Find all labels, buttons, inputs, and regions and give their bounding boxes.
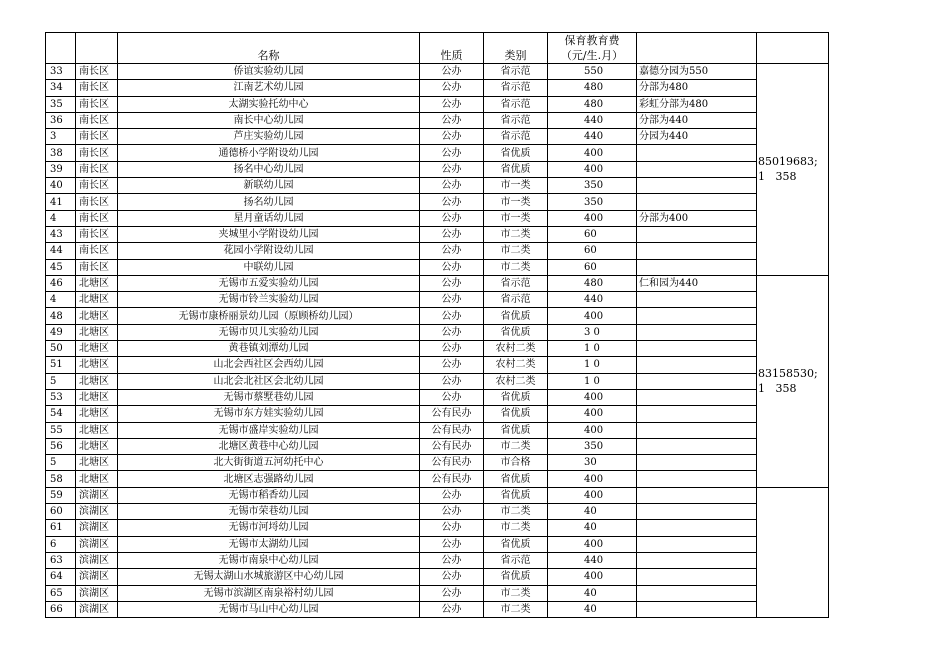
category-cell: 市二类 (484, 438, 548, 454)
ownership-type: 公办 (420, 210, 484, 226)
table-row (46, 178, 829, 194)
district-cell: 南长区 (76, 161, 118, 177)
row-number: 36 (46, 112, 76, 128)
category-cell: 省优质 (484, 471, 548, 487)
table-row (46, 406, 829, 422)
category-cell: 省示范 (484, 112, 548, 128)
note-cell (637, 422, 757, 438)
row-number: 39 (46, 161, 76, 177)
contact-phone-cell (757, 275, 829, 487)
category-cell: 省优质 (484, 406, 548, 422)
table-row (46, 275, 829, 291)
table-row (46, 471, 829, 487)
row-number: 45 (46, 259, 76, 275)
fee-cell: 60 (548, 243, 637, 259)
ownership-type: 公办 (420, 129, 484, 145)
category-cell: 市合格 (484, 455, 548, 471)
note-cell (637, 438, 757, 454)
ownership-type: 公办 (420, 178, 484, 194)
contact-phone-cell (757, 64, 829, 276)
row-number: 34 (46, 80, 76, 96)
district-cell: 北塘区 (76, 357, 118, 373)
table-row (46, 422, 829, 438)
fee-cell: 400 (548, 406, 637, 422)
note-cell (637, 308, 757, 324)
kindergarten-name: 无锡市稻香幼儿园 (118, 487, 420, 503)
district-cell: 南长区 (76, 243, 118, 259)
district-cell: 滨湖区 (76, 520, 118, 536)
kindergarten-name: 太湖实验托幼中心 (118, 96, 420, 112)
district-cell: 滨湖区 (76, 569, 118, 585)
ownership-type: 公办 (420, 357, 484, 373)
note-cell (637, 243, 757, 259)
category-cell: 省示范 (484, 96, 548, 112)
ownership-type: 公办 (420, 324, 484, 340)
table-row (46, 80, 829, 96)
kindergarten-name: 侨谊实验幼儿园 (118, 64, 420, 80)
table-row (46, 357, 829, 373)
note-cell (637, 520, 757, 536)
kindergarten-name: 无锡市太湖幼儿园 (118, 536, 420, 552)
contact-phone-line1: 83158530; (758, 367, 818, 381)
note-cell (637, 341, 757, 357)
ownership-type: 公办 (420, 226, 484, 242)
kindergarten-name: 无锡市马山中心幼儿园 (118, 601, 420, 617)
fee-cell: 400 (548, 389, 637, 405)
fee-cell: 350 (548, 438, 637, 454)
note-cell (637, 373, 757, 389)
row-number: 38 (46, 145, 76, 161)
kindergarten-name: 无锡市铃兰实验幼儿园 (118, 292, 420, 308)
contact-phone-line2: 1 358 (758, 170, 797, 184)
fee-cell: 400 (548, 487, 637, 503)
district-cell: 北塘区 (76, 275, 118, 291)
header-type: 性质 (420, 33, 484, 64)
row-number: 46 (46, 275, 76, 291)
category-cell: 省示范 (484, 552, 548, 568)
kindergarten-name: 无锡市滨湖区南泉裕村幼儿园 (118, 585, 420, 601)
table-row (46, 243, 829, 259)
table-row (46, 324, 829, 340)
contact-phone-line1: 85019683; (758, 155, 818, 169)
row-number: 41 (46, 194, 76, 210)
fee-cell: 1 0 (548, 341, 637, 357)
fee-cell: 40 (548, 520, 637, 536)
row-number: 50 (46, 341, 76, 357)
fee-cell: 440 (548, 129, 637, 145)
kindergarten-name: 北大街街道五河幼托中心 (118, 455, 420, 471)
table-row (46, 259, 829, 275)
ownership-type: 公办 (420, 112, 484, 128)
note-cell: 彩虹分部为480 (637, 96, 757, 112)
note-cell (637, 406, 757, 422)
row-number: 5 (46, 373, 76, 389)
contact-phone-cell (757, 487, 829, 617)
fee-cell: 60 (548, 226, 637, 242)
fee-cell: 400 (548, 308, 637, 324)
table-row (46, 308, 829, 324)
fee-cell: 400 (548, 161, 637, 177)
kindergarten-name: 夹城里小学附设幼儿园 (118, 226, 420, 242)
row-number: 48 (46, 308, 76, 324)
note-cell (637, 292, 757, 308)
row-number: 60 (46, 504, 76, 520)
row-number: 64 (46, 569, 76, 585)
kindergarten-name: 中联幼儿园 (118, 259, 420, 275)
table-row (46, 373, 829, 389)
fee-cell: 40 (548, 601, 637, 617)
fee-cell: 1 0 (548, 373, 637, 389)
ownership-type: 公办 (420, 243, 484, 259)
row-number: 4 (46, 210, 76, 226)
district-cell: 北塘区 (76, 455, 118, 471)
district-cell: 南长区 (76, 178, 118, 194)
table-row (46, 210, 829, 226)
fee-cell: 3 0 (548, 324, 637, 340)
district-cell: 南长区 (76, 64, 118, 80)
fee-cell: 30 (548, 455, 637, 471)
row-number: 55 (46, 422, 76, 438)
category-cell: 省示范 (484, 80, 548, 96)
note-cell (637, 226, 757, 242)
table-row (46, 194, 829, 210)
district-cell: 滨湖区 (76, 487, 118, 503)
row-number: 40 (46, 178, 76, 194)
ownership-type: 公办 (420, 64, 484, 80)
contact-phone-line2: 1 358 (758, 382, 797, 396)
note-cell (637, 601, 757, 617)
ownership-type: 公办 (420, 504, 484, 520)
header-contact (757, 33, 829, 64)
row-number: 56 (46, 438, 76, 454)
fee-cell: 480 (548, 96, 637, 112)
fee-cell: 440 (548, 112, 637, 128)
ownership-type: 公办 (420, 275, 484, 291)
district-cell: 南长区 (76, 80, 118, 96)
kindergarten-name: 北塘区黄巷中心幼儿园 (118, 438, 420, 454)
category-cell: 省优质 (484, 308, 548, 324)
fee-cell: 350 (548, 194, 637, 210)
category-cell: 市二类 (484, 226, 548, 242)
table-row (46, 129, 829, 145)
category-cell: 省优质 (484, 487, 548, 503)
row-number: 63 (46, 552, 76, 568)
row-number: 35 (46, 96, 76, 112)
category-cell: 省示范 (484, 292, 548, 308)
note-cell (637, 487, 757, 503)
kindergarten-name: 扬名中心幼儿园 (118, 161, 420, 177)
row-number: 6 (46, 536, 76, 552)
header-fee (548, 33, 637, 64)
kindergarten-fee-table (45, 32, 829, 618)
table-row (46, 145, 829, 161)
ownership-type: 公办 (420, 520, 484, 536)
table-row (46, 341, 829, 357)
ownership-type: 公办 (420, 80, 484, 96)
fee-cell: 400 (548, 422, 637, 438)
note-cell (637, 569, 757, 585)
kindergarten-name: 无锡市东方娃实验幼儿园 (118, 406, 420, 422)
note-cell (637, 145, 757, 161)
row-number: 61 (46, 520, 76, 536)
district-cell: 滨湖区 (76, 536, 118, 552)
fee-cell: 440 (548, 292, 637, 308)
note-cell (637, 161, 757, 177)
table-row (46, 389, 829, 405)
district-cell: 滨湖区 (76, 585, 118, 601)
table-row (46, 438, 829, 454)
fee-cell: 40 (548, 585, 637, 601)
table-row (46, 585, 829, 601)
category-cell: 市一类 (484, 178, 548, 194)
category-cell: 省优质 (484, 536, 548, 552)
row-number: 54 (46, 406, 76, 422)
district-cell: 北塘区 (76, 406, 118, 422)
ownership-type: 公办 (420, 487, 484, 503)
category-cell: 省示范 (484, 129, 548, 145)
district-cell: 南长区 (76, 194, 118, 210)
kindergarten-name: 江南艺术幼儿园 (118, 80, 420, 96)
row-number: 5 (46, 455, 76, 471)
ownership-type: 公有民办 (420, 471, 484, 487)
district-cell: 滨湖区 (76, 504, 118, 520)
table-row (46, 536, 829, 552)
district-cell: 南长区 (76, 96, 118, 112)
fee-cell: 550 (548, 64, 637, 80)
kindergarten-name: 无锡太湖山水城旅游区中心幼儿园 (118, 569, 420, 585)
district-cell: 北塘区 (76, 471, 118, 487)
category-cell: 省优质 (484, 324, 548, 340)
note-cell (637, 504, 757, 520)
ownership-type: 公办 (420, 194, 484, 210)
table-row (46, 569, 829, 585)
header-district (76, 33, 118, 64)
row-number: 49 (46, 324, 76, 340)
table-row (46, 64, 829, 80)
district-cell: 北塘区 (76, 324, 118, 340)
table-row (46, 487, 829, 503)
fee-cell: 440 (548, 552, 637, 568)
district-cell: 南长区 (76, 145, 118, 161)
ownership-type: 公办 (420, 389, 484, 405)
category-cell: 省优质 (484, 145, 548, 161)
note-cell (637, 178, 757, 194)
kindergarten-name: 花园小学附设幼儿园 (118, 243, 420, 259)
category-cell: 市二类 (484, 520, 548, 536)
note-cell: 分部为480 (637, 80, 757, 96)
kindergarten-name: 山北会北社区会北幼儿园 (118, 373, 420, 389)
ownership-type: 公办 (420, 569, 484, 585)
row-number: 44 (46, 243, 76, 259)
table-row (46, 292, 829, 308)
category-cell: 省示范 (484, 64, 548, 80)
note-cell (637, 194, 757, 210)
ownership-type: 公办 (420, 145, 484, 161)
ownership-type: 公办 (420, 536, 484, 552)
kindergarten-name: 无锡市蔡墅巷幼儿园 (118, 389, 420, 405)
row-number: 53 (46, 389, 76, 405)
header-no (46, 33, 76, 64)
category-cell: 农村二类 (484, 357, 548, 373)
ownership-type: 公有民办 (420, 438, 484, 454)
note-cell: 嘉德分园为550 (637, 64, 757, 80)
note-cell (637, 536, 757, 552)
note-cell (637, 357, 757, 373)
district-cell: 北塘区 (76, 438, 118, 454)
kindergarten-name: 扬名幼儿园 (118, 194, 420, 210)
note-cell (637, 324, 757, 340)
district-cell: 南长区 (76, 210, 118, 226)
ownership-type: 公办 (420, 341, 484, 357)
ownership-type: 公办 (420, 552, 484, 568)
note-cell (637, 455, 757, 471)
note-cell: 仁和园为440 (637, 275, 757, 291)
district-cell: 北塘区 (76, 422, 118, 438)
note-cell: 分部为400 (637, 210, 757, 226)
kindergarten-name: 通德桥小学附设幼儿园 (118, 145, 420, 161)
district-cell: 滨湖区 (76, 552, 118, 568)
district-cell: 北塘区 (76, 341, 118, 357)
ownership-type: 公办 (420, 308, 484, 324)
district-cell: 北塘区 (76, 373, 118, 389)
kindergarten-name: 南长中心幼儿园 (118, 112, 420, 128)
category-cell: 市一类 (484, 194, 548, 210)
table-row (46, 552, 829, 568)
note-cell (637, 585, 757, 601)
row-number: 59 (46, 487, 76, 503)
table-row (46, 112, 829, 128)
note-cell: 分园为440 (637, 129, 757, 145)
district-cell: 滨湖区 (76, 601, 118, 617)
note-cell (637, 471, 757, 487)
row-number: 58 (46, 471, 76, 487)
category-cell: 省优质 (484, 389, 548, 405)
fee-cell: 400 (548, 569, 637, 585)
category-cell: 农村二类 (484, 373, 548, 389)
row-number: 3 (46, 129, 76, 145)
fee-cell: 40 (548, 504, 637, 520)
kindergarten-name: 无锡市康桥丽景幼儿园（原顾桥幼儿园） (118, 308, 420, 324)
category-cell: 农村二类 (484, 341, 548, 357)
header-category: 类别 (484, 33, 548, 64)
fee-cell: 400 (548, 536, 637, 552)
fee-cell: 480 (548, 80, 637, 96)
category-cell: 市二类 (484, 259, 548, 275)
district-cell: 南长区 (76, 112, 118, 128)
ownership-type: 公办 (420, 161, 484, 177)
fee-cell: 400 (548, 471, 637, 487)
category-cell: 市一类 (484, 210, 548, 226)
kindergarten-name: 黄巷镇刘潭幼儿园 (118, 341, 420, 357)
kindergarten-name: 无锡市贝儿实验幼儿园 (118, 324, 420, 340)
kindergarten-name: 无锡市河埒幼儿园 (118, 520, 420, 536)
table-row (46, 226, 829, 242)
fee-cell: 60 (548, 259, 637, 275)
header-name: 名称 (118, 33, 420, 64)
note-cell: 分部为440 (637, 112, 757, 128)
table-row (46, 601, 829, 617)
ownership-type: 公有民办 (420, 455, 484, 471)
row-number: 4 (46, 292, 76, 308)
ownership-type: 公办 (420, 259, 484, 275)
kindergarten-name: 无锡市荣巷幼儿园 (118, 504, 420, 520)
header-fee-line2: （元/生.月） (560, 49, 624, 62)
category-cell: 市二类 (484, 243, 548, 259)
district-cell: 南长区 (76, 259, 118, 275)
category-cell: 市二类 (484, 601, 548, 617)
table-row (46, 96, 829, 112)
row-number: 66 (46, 601, 76, 617)
ownership-type: 公办 (420, 601, 484, 617)
row-number: 51 (46, 357, 76, 373)
ownership-type: 公有民办 (420, 406, 484, 422)
table-row (46, 455, 829, 471)
ownership-type: 公办 (420, 373, 484, 389)
district-cell: 南长区 (76, 226, 118, 242)
category-cell: 省示范 (484, 275, 548, 291)
note-cell (637, 389, 757, 405)
table-row (46, 161, 829, 177)
fee-cell: 350 (548, 178, 637, 194)
row-number: 33 (46, 64, 76, 80)
kindergarten-name: 北塘区志强路幼儿园 (118, 471, 420, 487)
fee-cell: 480 (548, 275, 637, 291)
category-cell: 市二类 (484, 585, 548, 601)
kindergarten-name: 无锡市南泉中心幼儿园 (118, 552, 420, 568)
note-cell (637, 259, 757, 275)
category-cell: 市二类 (484, 504, 548, 520)
ownership-type: 公办 (420, 96, 484, 112)
kindergarten-name: 星月童话幼儿园 (118, 210, 420, 226)
ownership-type: 公办 (420, 585, 484, 601)
header-row (46, 33, 829, 64)
category-cell: 省优质 (484, 422, 548, 438)
district-cell: 北塘区 (76, 308, 118, 324)
district-cell: 北塘区 (76, 292, 118, 308)
kindergarten-name: 无锡市五爱实验幼儿园 (118, 275, 420, 291)
fee-cell: 400 (548, 145, 637, 161)
fee-cell: 1 0 (548, 357, 637, 373)
kindergarten-name: 山北会西社区会西幼儿园 (118, 357, 420, 373)
ownership-type: 公有民办 (420, 422, 484, 438)
table-row (46, 504, 829, 520)
header-note (637, 33, 757, 64)
row-number: 43 (46, 226, 76, 242)
district-cell: 南长区 (76, 129, 118, 145)
header-fee-line1: 保育教育费 (564, 34, 620, 47)
fee-cell: 400 (548, 210, 637, 226)
ownership-type: 公办 (420, 292, 484, 308)
row-number: 65 (46, 585, 76, 601)
kindergarten-name: 无锡市盛岸实验幼儿园 (118, 422, 420, 438)
kindergarten-name: 芦庄实验幼儿园 (118, 129, 420, 145)
note-cell (637, 552, 757, 568)
district-cell: 北塘区 (76, 389, 118, 405)
category-cell: 省优质 (484, 161, 548, 177)
table-row (46, 520, 829, 536)
category-cell: 省优质 (484, 569, 548, 585)
kindergarten-name: 新联幼儿园 (118, 178, 420, 194)
